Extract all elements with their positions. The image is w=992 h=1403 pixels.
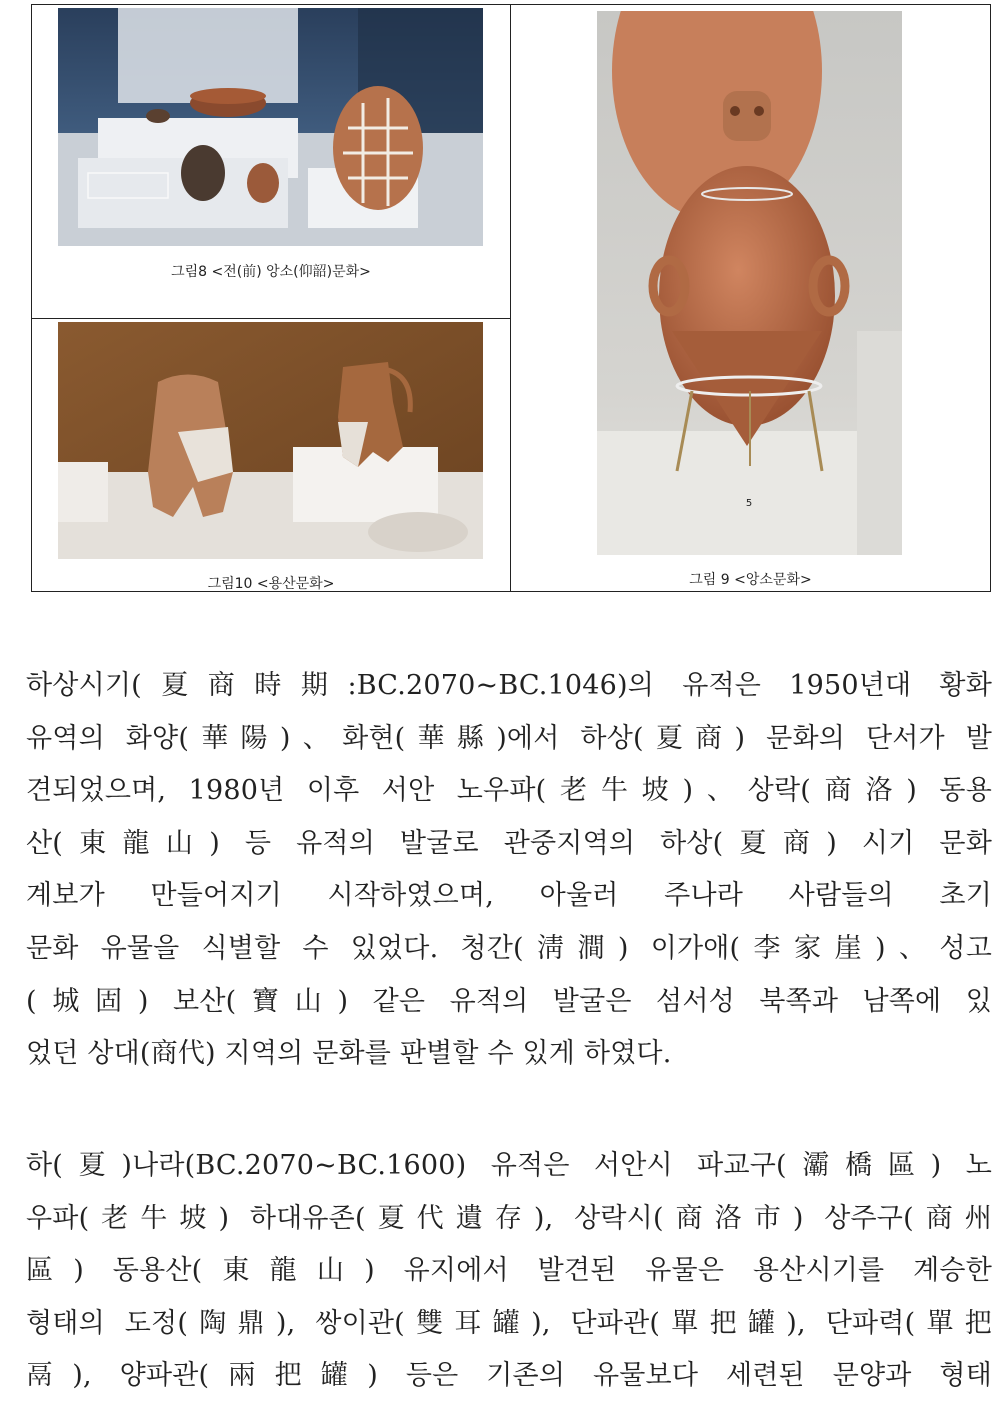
- figure-9-marker: 5: [745, 498, 753, 509]
- body-paragraph-1: [26, 660, 992, 1081]
- table-divider-horizontal: [32, 318, 511, 319]
- paragraph-line: 문화 유물을 식별할 수 있었다. 청간(淸澗) 이가애(李家崖)、성고: [26, 932, 992, 964]
- figure-9-photo: [597, 11, 902, 555]
- paragraph-line: 었던 상대(商代) 지역의 문화를 판별할 수 있게 하였다.: [26, 1038, 672, 1070]
- paragraph-line: 區) 동용산(東龍山) 유지에서 발견된 유물은 용산시기를 계승한: [26, 1255, 992, 1287]
- paragraph-line: 우파(老牛坡) 하대유존(夏代遺存), 상락시(商洛市) 상주구(商州: [26, 1202, 992, 1234]
- paragraph-line: 견되었으며, 1980년 이후 서안 노우파(老牛坡)、상락(商洛) 동용: [26, 775, 992, 807]
- paragraph-line: 계보가 만들어지기 시작하였으며, 아울러 주나라 사람들의 초기: [26, 880, 992, 912]
- figure-table: [31, 4, 991, 592]
- paragraph-line: 하상시기(夏商時期:BC.2070~BC.1046)의 유적은 1950년대 황화: [26, 670, 992, 701]
- paragraph-line: 산(東龍山) 등 유적의 발굴로 관중지역의 하상(夏商) 시기 문화: [26, 827, 992, 859]
- paragraph-line: 하(夏)나라(BC.2070~BC.1600) 유적은 서안시 파교구(灞橋區) 노: [26, 1150, 992, 1181]
- figure-8-photo: [58, 8, 483, 246]
- paragraph-line: (城固) 보산(寶山) 같은 유적의 발굴은 섬서성 북쪽과 남쪽에 있: [26, 985, 992, 1017]
- paragraph-line: 鬲), 양파관(兩把罐) 등은 기존의 유물보다 세련된 문양과 형태: [26, 1360, 992, 1392]
- figure-10-caption: 그림10 <용산문화>: [207, 576, 335, 592]
- figure-9-caption: 그림 9 <앙소문화>: [689, 572, 812, 588]
- body-paragraph-2: [26, 1140, 992, 1403]
- figure-10-photo: [58, 322, 483, 559]
- paragraph-line: 형태의 도정(陶鼎), 쌍이관(雙耳罐), 단파관(單把罐), 단파력(單把: [26, 1307, 992, 1339]
- paragraph-line: 유역의 화양(華陽)、화현(華縣)에서 하상(夏商) 문화의 단서가 발: [26, 722, 992, 754]
- figure-8-caption: 그림8 <전(前) 앙소(仰韶)문화>: [171, 264, 371, 280]
- table-divider-vertical: [510, 5, 511, 591]
